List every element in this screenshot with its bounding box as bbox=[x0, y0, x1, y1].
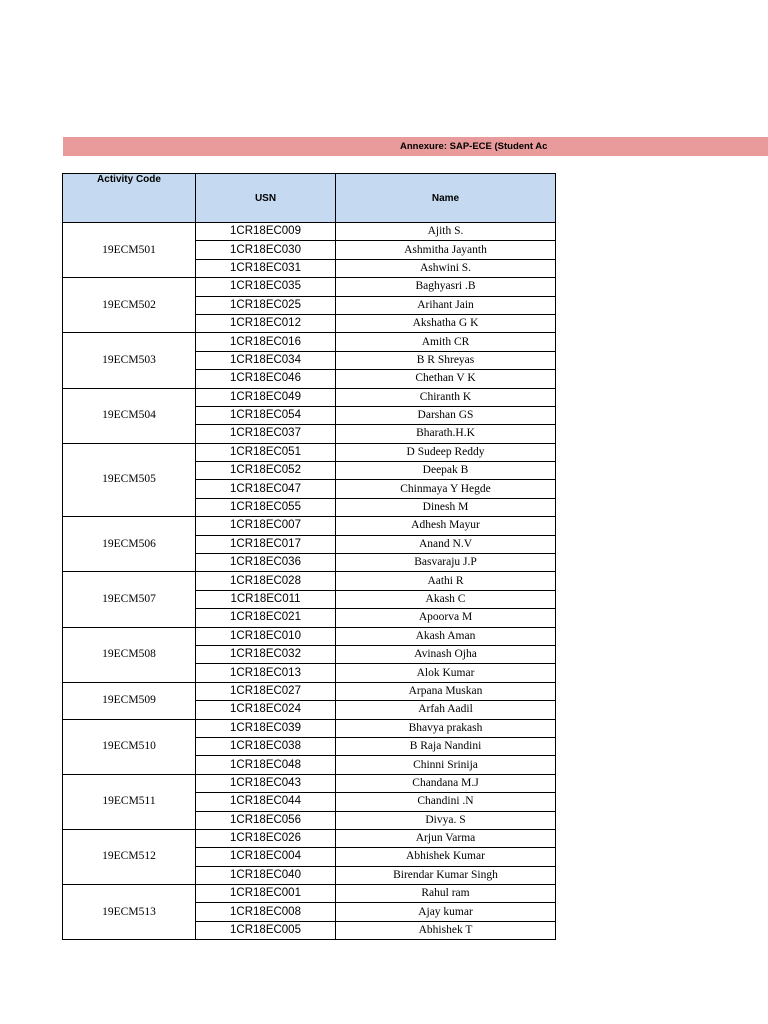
table-body bbox=[63, 223, 556, 940]
usn-cell: 1CR18EC024 bbox=[196, 701, 336, 719]
activity-code-cell: 19ECM507 bbox=[63, 572, 196, 627]
usn-cell: 1CR18EC008 bbox=[196, 903, 336, 921]
table-row bbox=[63, 443, 556, 461]
activity-code-cell: 19ECM502 bbox=[63, 278, 196, 333]
student-name-cell: Arjun Varma bbox=[336, 829, 556, 847]
student-name-cell: Avinash Ojha bbox=[336, 645, 556, 663]
usn-cell: 1CR18EC054 bbox=[196, 406, 336, 424]
activity-code-cell: 19ECM510 bbox=[63, 719, 196, 774]
usn-cell: 1CR18EC034 bbox=[196, 351, 336, 369]
student-name-cell: Dinesh M bbox=[336, 498, 556, 516]
student-name-cell: Ashmitha Jayanth bbox=[336, 241, 556, 259]
student-name-cell: Arihant Jain bbox=[336, 296, 556, 314]
usn-cell: 1CR18EC027 bbox=[196, 682, 336, 700]
table-row bbox=[63, 774, 556, 792]
table-row bbox=[63, 682, 556, 700]
student-name-cell: Chandini .N bbox=[336, 793, 556, 811]
activity-code-cell: 19ECM506 bbox=[63, 517, 196, 572]
usn-cell: 1CR18EC044 bbox=[196, 793, 336, 811]
table-row bbox=[63, 627, 556, 645]
annexure-banner bbox=[63, 137, 768, 156]
student-name-cell: Baghyasri .B bbox=[336, 278, 556, 296]
usn-cell: 1CR18EC017 bbox=[196, 535, 336, 553]
student-name-cell: Divya. S bbox=[336, 811, 556, 829]
student-name-cell: Arpana Muskan bbox=[336, 682, 556, 700]
activity-code-cell: 19ECM501 bbox=[63, 223, 196, 278]
student-name-cell: Chinmaya Y Hegde bbox=[336, 480, 556, 498]
usn-cell: 1CR18EC055 bbox=[196, 498, 336, 516]
usn-cell: 1CR18EC043 bbox=[196, 774, 336, 792]
usn-cell: 1CR18EC039 bbox=[196, 719, 336, 737]
activity-code-cell: 19ECM504 bbox=[63, 388, 196, 443]
table-row bbox=[63, 719, 556, 737]
student-name-cell: Bharath.H.K bbox=[336, 425, 556, 443]
student-name-cell: Abhishek T bbox=[336, 921, 556, 939]
activity-code-header: Activity Code bbox=[63, 174, 196, 223]
activity-code-cell: 19ECM513 bbox=[63, 885, 196, 940]
activity-code-cell: 19ECM509 bbox=[63, 682, 196, 719]
usn-cell: 1CR18EC035 bbox=[196, 278, 336, 296]
table-row bbox=[63, 829, 556, 847]
usn-cell: 1CR18EC004 bbox=[196, 848, 336, 866]
student-name-cell: Akash C bbox=[336, 590, 556, 608]
table-row bbox=[63, 333, 556, 351]
usn-cell: 1CR18EC005 bbox=[196, 921, 336, 939]
header-row bbox=[63, 174, 556, 223]
usn-cell: 1CR18EC049 bbox=[196, 388, 336, 406]
usn-cell: 1CR18EC031 bbox=[196, 259, 336, 277]
annexure-title: Annexure: SAP-ECE (Student Ac bbox=[400, 141, 548, 152]
student-name-cell: Arfah Aadil bbox=[336, 701, 556, 719]
usn-cell: 1CR18EC001 bbox=[196, 885, 336, 903]
usn-cell: 1CR18EC009 bbox=[196, 223, 336, 241]
student-name-cell: Ashwini S. bbox=[336, 259, 556, 277]
student-name-cell: Ajay kumar bbox=[336, 903, 556, 921]
student-name-cell: Birendar Kumar Singh bbox=[336, 866, 556, 884]
student-name-cell: Chiranth K bbox=[336, 388, 556, 406]
activity-code-cell: 19ECM511 bbox=[63, 774, 196, 829]
student-name-cell: Rahul ram bbox=[336, 885, 556, 903]
usn-header: USN bbox=[196, 174, 336, 223]
usn-cell: 1CR18EC026 bbox=[196, 829, 336, 847]
student-name-cell: Amith CR bbox=[336, 333, 556, 351]
student-name-cell: Apoorva M bbox=[336, 609, 556, 627]
student-name-cell: Alok Kumar bbox=[336, 664, 556, 682]
student-name-cell: Chethan V K bbox=[336, 370, 556, 388]
usn-cell: 1CR18EC011 bbox=[196, 590, 336, 608]
student-name-cell: B Raja Nandini bbox=[336, 737, 556, 755]
usn-cell: 1CR18EC012 bbox=[196, 314, 336, 332]
activity-code-cell: 19ECM508 bbox=[63, 627, 196, 682]
student-name-cell: Akshatha G K bbox=[336, 314, 556, 332]
usn-cell: 1CR18EC047 bbox=[196, 480, 336, 498]
activity-code-cell: 19ECM512 bbox=[63, 829, 196, 884]
student-name-cell: Basvaraju J.P bbox=[336, 554, 556, 572]
usn-cell: 1CR18EC021 bbox=[196, 609, 336, 627]
usn-cell: 1CR18EC032 bbox=[196, 645, 336, 663]
student-name-cell: Aathi R bbox=[336, 572, 556, 590]
usn-cell: 1CR18EC036 bbox=[196, 554, 336, 572]
activity-allocation-table bbox=[62, 173, 556, 940]
usn-cell: 1CR18EC037 bbox=[196, 425, 336, 443]
usn-cell: 1CR18EC013 bbox=[196, 664, 336, 682]
usn-cell: 1CR18EC052 bbox=[196, 462, 336, 480]
usn-cell: 1CR18EC051 bbox=[196, 443, 336, 461]
student-name-cell: Darshan GS bbox=[336, 406, 556, 424]
table-row bbox=[63, 223, 556, 241]
student-name-cell: Abhishek Kumar bbox=[336, 848, 556, 866]
student-name-cell: Akash Aman bbox=[336, 627, 556, 645]
usn-cell: 1CR18EC016 bbox=[196, 333, 336, 351]
student-name-cell: Adhesh Mayur bbox=[336, 517, 556, 535]
activity-code-cell: 19ECM503 bbox=[63, 333, 196, 388]
usn-cell: 1CR18EC010 bbox=[196, 627, 336, 645]
usn-cell: 1CR18EC048 bbox=[196, 756, 336, 774]
usn-cell: 1CR18EC025 bbox=[196, 296, 336, 314]
student-name-cell: Ajith S. bbox=[336, 223, 556, 241]
activity-code-cell: 19ECM505 bbox=[63, 443, 196, 517]
table-row bbox=[63, 517, 556, 535]
usn-cell: 1CR18EC046 bbox=[196, 370, 336, 388]
usn-cell: 1CR18EC030 bbox=[196, 241, 336, 259]
table-row bbox=[63, 885, 556, 903]
table-row bbox=[63, 388, 556, 406]
usn-cell: 1CR18EC038 bbox=[196, 737, 336, 755]
student-name-cell: Deepak B bbox=[336, 462, 556, 480]
student-name-cell: Chinni Srinija bbox=[336, 756, 556, 774]
usn-cell: 1CR18EC056 bbox=[196, 811, 336, 829]
student-name-cell: D Sudeep Reddy bbox=[336, 443, 556, 461]
student-name-cell: Bhavya prakash bbox=[336, 719, 556, 737]
student-name-cell: Anand N.V bbox=[336, 535, 556, 553]
table-row bbox=[63, 572, 556, 590]
table-row bbox=[63, 278, 556, 296]
usn-cell: 1CR18EC040 bbox=[196, 866, 336, 884]
usn-cell: 1CR18EC028 bbox=[196, 572, 336, 590]
name-header: Name bbox=[336, 174, 556, 223]
student-name-cell: Chandana M.J bbox=[336, 774, 556, 792]
student-name-cell: B R Shreyas bbox=[336, 351, 556, 369]
table-header bbox=[63, 174, 556, 223]
usn-cell: 1CR18EC007 bbox=[196, 517, 336, 535]
